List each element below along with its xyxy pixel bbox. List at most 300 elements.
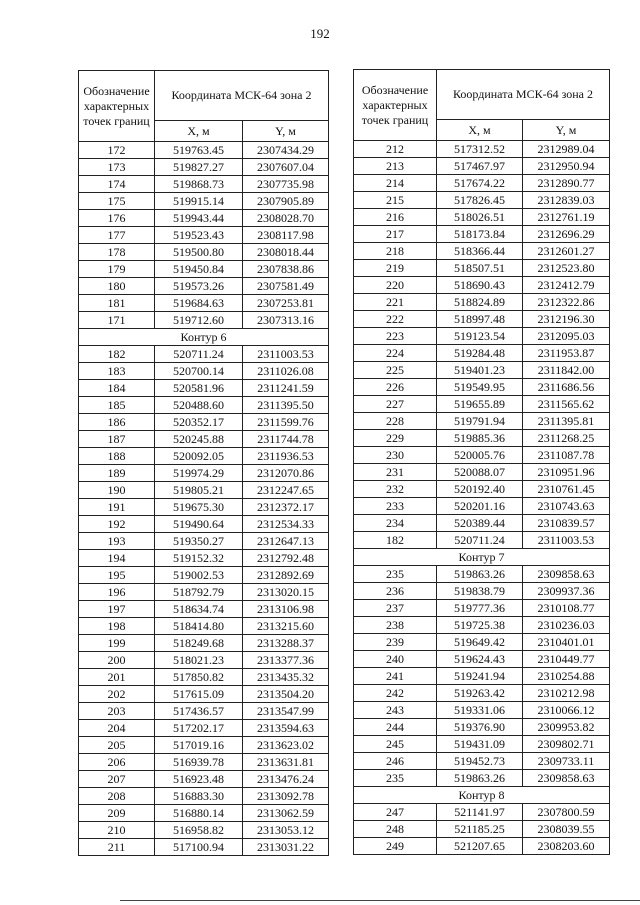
x-cell: 519675.30 xyxy=(155,499,243,516)
y-cell: 2312523.80 xyxy=(523,260,610,277)
point-cell: 224 xyxy=(354,345,437,362)
point-cell: 201 xyxy=(79,669,155,686)
page-number: 192 xyxy=(310,26,330,41)
y-cell: 2313594.63 xyxy=(243,720,329,737)
table-row xyxy=(79,448,329,465)
y-cell: 2312761.19 xyxy=(523,209,610,226)
y-cell: 2312696.29 xyxy=(523,226,610,243)
y-cell: 2312534.33 xyxy=(243,516,329,533)
y-cell: 2310401.01 xyxy=(523,634,610,651)
y-cell: 2307253.81 xyxy=(243,295,329,312)
section-row xyxy=(354,787,610,804)
x-cell: 518249.68 xyxy=(155,635,243,652)
point-cell: 213 xyxy=(354,158,437,175)
point-cell: 216 xyxy=(354,209,437,226)
table-row xyxy=(354,396,610,413)
x-cell: 519523.43 xyxy=(155,227,243,244)
header-y: Y, м xyxy=(243,120,329,141)
point-cell: 207 xyxy=(79,771,155,788)
table-row xyxy=(354,192,610,209)
point-cell: 182 xyxy=(79,346,155,363)
x-cell: 520201.16 xyxy=(437,498,523,515)
header-y: Y, м xyxy=(523,119,610,140)
x-cell: 519241.94 xyxy=(437,668,523,685)
table-row xyxy=(354,141,610,158)
y-cell: 2312989.04 xyxy=(523,141,610,158)
y-cell: 2313547.99 xyxy=(243,703,329,720)
point-cell: 204 xyxy=(79,720,155,737)
y-cell: 2311241.59 xyxy=(243,380,329,397)
point-cell: 180 xyxy=(79,278,155,295)
y-cell: 2312095.03 xyxy=(523,328,610,345)
point-cell: 223 xyxy=(354,328,437,345)
point-cell: 178 xyxy=(79,244,155,261)
point-cell: 171 xyxy=(79,312,155,329)
point-cell: 187 xyxy=(79,431,155,448)
table-row xyxy=(354,294,610,311)
point-cell: 232 xyxy=(354,481,437,498)
point-cell: 175 xyxy=(79,193,155,210)
table-row xyxy=(79,533,329,550)
table-row xyxy=(79,278,329,295)
table-row xyxy=(354,838,610,855)
table-row xyxy=(354,447,610,464)
point-cell: 227 xyxy=(354,396,437,413)
table-row xyxy=(354,736,610,753)
y-cell: 2307735.98 xyxy=(243,176,329,193)
point-cell: 200 xyxy=(79,652,155,669)
y-cell: 2308028.70 xyxy=(243,210,329,227)
header-coordinate: Координата МСК-64 зона 2 xyxy=(437,70,610,120)
header-x: X, м xyxy=(437,119,523,140)
y-cell: 2307313.16 xyxy=(243,312,329,329)
y-cell: 2310951.96 xyxy=(523,464,610,481)
point-cell: 225 xyxy=(354,362,437,379)
table-row xyxy=(79,652,329,669)
y-cell: 2313062.59 xyxy=(243,805,329,822)
table-row xyxy=(354,685,610,702)
y-cell: 2310066.12 xyxy=(523,702,610,719)
x-cell: 519791.94 xyxy=(437,413,523,430)
table-row xyxy=(354,668,610,685)
page-bottom-divider xyxy=(120,900,640,901)
x-cell: 519624.43 xyxy=(437,651,523,668)
point-cell: 211 xyxy=(79,839,155,856)
x-cell: 517100.94 xyxy=(155,839,243,856)
x-cell: 520245.88 xyxy=(155,431,243,448)
y-cell: 2310761.45 xyxy=(523,481,610,498)
y-cell: 2313435.32 xyxy=(243,669,329,686)
point-cell: 241 xyxy=(354,668,437,685)
x-cell: 520711.24 xyxy=(437,532,523,549)
x-cell: 519284.48 xyxy=(437,345,523,362)
table-row xyxy=(354,362,610,379)
table-row xyxy=(79,771,329,788)
x-cell: 518792.79 xyxy=(155,584,243,601)
table-row xyxy=(79,499,329,516)
y-cell: 2311953.87 xyxy=(523,345,610,362)
table-row xyxy=(354,753,610,770)
table-row xyxy=(354,532,610,549)
table-row xyxy=(354,481,610,498)
table-row xyxy=(354,464,610,481)
x-cell: 520088.07 xyxy=(437,464,523,481)
table-row xyxy=(79,363,329,380)
y-cell: 2313031.22 xyxy=(243,839,329,856)
point-cell: 184 xyxy=(79,380,155,397)
table-row xyxy=(79,805,329,822)
y-cell: 2311565.62 xyxy=(523,396,610,413)
point-cell: 189 xyxy=(79,465,155,482)
point-cell: 236 xyxy=(354,583,437,600)
table-row xyxy=(79,380,329,397)
point-cell: 197 xyxy=(79,601,155,618)
x-cell: 517436.57 xyxy=(155,703,243,720)
x-cell: 520581.96 xyxy=(155,380,243,397)
table-row xyxy=(79,822,329,839)
y-cell: 2308203.60 xyxy=(523,838,610,855)
y-cell: 2313092.78 xyxy=(243,788,329,805)
y-cell: 2313377.36 xyxy=(243,652,329,669)
point-cell: 212 xyxy=(354,141,437,158)
y-cell: 2312890.77 xyxy=(523,175,610,192)
table-row xyxy=(354,634,610,651)
table-row xyxy=(79,618,329,635)
table-row xyxy=(354,277,610,294)
table-row xyxy=(79,176,329,193)
y-cell: 2307838.86 xyxy=(243,261,329,278)
table-row xyxy=(354,651,610,668)
y-cell: 2313476.24 xyxy=(243,771,329,788)
table-row xyxy=(79,703,329,720)
point-cell: 238 xyxy=(354,617,437,634)
y-cell: 2310212.98 xyxy=(523,685,610,702)
section-title: Контур 8 xyxy=(354,787,610,804)
point-cell: 203 xyxy=(79,703,155,720)
section-row xyxy=(354,549,610,566)
x-cell: 519777.36 xyxy=(437,600,523,617)
point-cell: 209 xyxy=(79,805,155,822)
x-cell: 519002.53 xyxy=(155,567,243,584)
header-x: X, м xyxy=(155,120,243,141)
section-title: Контур 6 xyxy=(79,329,329,346)
x-cell: 519885.36 xyxy=(437,430,523,447)
point-cell: 186 xyxy=(79,414,155,431)
y-cell: 2309802.71 xyxy=(523,736,610,753)
point-cell: 245 xyxy=(354,736,437,753)
point-cell: 244 xyxy=(354,719,437,736)
point-cell: 233 xyxy=(354,498,437,515)
point-cell: 218 xyxy=(354,243,437,260)
table-row xyxy=(354,175,610,192)
y-cell: 2311395.50 xyxy=(243,397,329,414)
point-cell: 188 xyxy=(79,448,155,465)
point-cell: 226 xyxy=(354,379,437,396)
y-cell: 2313020.15 xyxy=(243,584,329,601)
y-cell: 2308117.98 xyxy=(243,227,329,244)
table-row xyxy=(79,584,329,601)
x-cell: 516883.30 xyxy=(155,788,243,805)
y-cell: 2311003.53 xyxy=(523,532,610,549)
point-cell: 246 xyxy=(354,753,437,770)
y-cell: 2311026.08 xyxy=(243,363,329,380)
y-cell: 2308018.44 xyxy=(243,244,329,261)
point-cell: 222 xyxy=(354,311,437,328)
header-point: Обозначение характерных точек границ xyxy=(79,71,155,142)
table-row xyxy=(79,567,329,584)
y-cell: 2313288.37 xyxy=(243,635,329,652)
x-cell: 519763.45 xyxy=(155,142,243,159)
x-cell: 518414.80 xyxy=(155,618,243,635)
y-cell: 2310236.03 xyxy=(523,617,610,634)
y-cell: 2311599.76 xyxy=(243,414,329,431)
point-cell: 215 xyxy=(354,192,437,209)
point-cell: 202 xyxy=(79,686,155,703)
x-cell: 517850.82 xyxy=(155,669,243,686)
x-cell: 520488.60 xyxy=(155,397,243,414)
point-cell: 182 xyxy=(354,532,437,549)
point-cell: 176 xyxy=(79,210,155,227)
x-cell: 519452.73 xyxy=(437,753,523,770)
header-coordinate: Координата МСК-64 зона 2 xyxy=(155,71,329,121)
y-cell: 2313215.60 xyxy=(243,618,329,635)
y-cell: 2307581.49 xyxy=(243,278,329,295)
y-cell: 2312950.94 xyxy=(523,158,610,175)
point-cell: 206 xyxy=(79,754,155,771)
x-cell: 518997.48 xyxy=(437,311,523,328)
y-cell: 2313053.12 xyxy=(243,822,329,839)
x-cell: 519655.89 xyxy=(437,396,523,413)
y-cell: 2312247.65 xyxy=(243,482,329,499)
x-cell: 519331.06 xyxy=(437,702,523,719)
table-row xyxy=(79,720,329,737)
table-row xyxy=(79,193,329,210)
y-cell: 2312322.86 xyxy=(523,294,610,311)
x-cell: 519684.63 xyxy=(155,295,243,312)
table-row xyxy=(79,431,329,448)
x-cell: 519943.44 xyxy=(155,210,243,227)
point-cell: 174 xyxy=(79,176,155,193)
x-cell: 521185.25 xyxy=(437,821,523,838)
table-row xyxy=(79,839,329,856)
x-cell: 516958.82 xyxy=(155,822,243,839)
point-cell: 234 xyxy=(354,515,437,532)
table-row xyxy=(354,379,610,396)
point-cell: 235 xyxy=(354,770,437,787)
point-cell: 220 xyxy=(354,277,437,294)
section-title: Контур 7 xyxy=(354,549,610,566)
table-row xyxy=(79,601,329,618)
point-cell: 205 xyxy=(79,737,155,754)
y-cell: 2312070.86 xyxy=(243,465,329,482)
y-cell: 2309858.63 xyxy=(523,770,610,787)
table-row xyxy=(354,702,610,719)
x-cell: 519490.64 xyxy=(155,516,243,533)
y-cell: 2309937.36 xyxy=(523,583,610,600)
x-cell: 520192.40 xyxy=(437,481,523,498)
x-cell: 519376.90 xyxy=(437,719,523,736)
x-cell: 519500.80 xyxy=(155,244,243,261)
coordinates-table-right xyxy=(353,69,610,855)
point-cell: 242 xyxy=(354,685,437,702)
x-cell: 517312.52 xyxy=(437,141,523,158)
x-cell: 519152.32 xyxy=(155,550,243,567)
point-cell: 229 xyxy=(354,430,437,447)
point-cell: 190 xyxy=(79,482,155,499)
y-cell: 2312601.27 xyxy=(523,243,610,260)
x-cell: 518690.43 xyxy=(437,277,523,294)
x-cell: 519401.23 xyxy=(437,362,523,379)
point-cell: 208 xyxy=(79,788,155,805)
table-row xyxy=(354,566,610,583)
point-cell: 240 xyxy=(354,651,437,668)
point-cell: 231 xyxy=(354,464,437,481)
table-row xyxy=(354,209,610,226)
y-cell: 2307434.29 xyxy=(243,142,329,159)
table-row xyxy=(354,260,610,277)
table-row xyxy=(354,345,610,362)
table-row xyxy=(354,413,610,430)
table-row xyxy=(79,550,329,567)
y-cell: 2313623.02 xyxy=(243,737,329,754)
table-row xyxy=(354,770,610,787)
y-cell: 2310743.63 xyxy=(523,498,610,515)
table-row xyxy=(354,600,610,617)
x-cell: 518173.84 xyxy=(437,226,523,243)
x-cell: 519549.95 xyxy=(437,379,523,396)
y-cell: 2309733.11 xyxy=(523,753,610,770)
y-cell: 2309953.82 xyxy=(523,719,610,736)
point-cell: 247 xyxy=(354,804,437,821)
table-row xyxy=(79,261,329,278)
point-cell: 230 xyxy=(354,447,437,464)
table-body xyxy=(354,141,610,855)
table-row xyxy=(79,210,329,227)
x-cell: 519838.79 xyxy=(437,583,523,600)
table-row xyxy=(354,617,610,634)
table-row xyxy=(79,686,329,703)
y-cell: 2313504.20 xyxy=(243,686,329,703)
x-cell: 519915.14 xyxy=(155,193,243,210)
point-cell: 210 xyxy=(79,822,155,839)
y-cell: 2311936.53 xyxy=(243,448,329,465)
point-cell: 177 xyxy=(79,227,155,244)
y-cell: 2311003.53 xyxy=(243,346,329,363)
table-row xyxy=(79,312,329,329)
point-cell: 191 xyxy=(79,499,155,516)
x-cell: 518507.51 xyxy=(437,260,523,277)
table-row xyxy=(79,737,329,754)
y-cell: 2312412.79 xyxy=(523,277,610,294)
y-cell: 2313631.81 xyxy=(243,754,329,771)
point-cell: 199 xyxy=(79,635,155,652)
x-cell: 520005.76 xyxy=(437,447,523,464)
x-cell: 519431.09 xyxy=(437,736,523,753)
x-cell: 519863.26 xyxy=(437,770,523,787)
y-cell: 2311744.78 xyxy=(243,431,329,448)
table-row xyxy=(354,583,610,600)
x-cell: 520700.14 xyxy=(155,363,243,380)
x-cell: 519827.27 xyxy=(155,159,243,176)
table-row xyxy=(79,465,329,482)
y-cell: 2311395.81 xyxy=(523,413,610,430)
point-cell: 243 xyxy=(354,702,437,719)
header-point: Обозначение характерных точек границ xyxy=(354,70,437,141)
y-cell: 2309858.63 xyxy=(523,566,610,583)
x-cell: 517019.16 xyxy=(155,737,243,754)
point-cell: 217 xyxy=(354,226,437,243)
table-row xyxy=(354,804,610,821)
point-cell: 237 xyxy=(354,600,437,617)
section-row xyxy=(79,329,329,346)
x-cell: 518824.89 xyxy=(437,294,523,311)
table-row xyxy=(79,788,329,805)
point-cell: 198 xyxy=(79,618,155,635)
x-cell: 520389.44 xyxy=(437,515,523,532)
y-cell: 2312647.13 xyxy=(243,533,329,550)
y-cell: 2312372.17 xyxy=(243,499,329,516)
point-cell: 179 xyxy=(79,261,155,278)
table-row xyxy=(354,226,610,243)
x-cell: 520711.24 xyxy=(155,346,243,363)
point-cell: 192 xyxy=(79,516,155,533)
y-cell: 2310254.88 xyxy=(523,668,610,685)
point-cell: 181 xyxy=(79,295,155,312)
point-cell: 235 xyxy=(354,566,437,583)
x-cell: 516923.48 xyxy=(155,771,243,788)
point-cell: 196 xyxy=(79,584,155,601)
table-row xyxy=(79,244,329,261)
y-cell: 2312792.48 xyxy=(243,550,329,567)
y-cell: 2312839.03 xyxy=(523,192,610,209)
x-cell: 519123.54 xyxy=(437,328,523,345)
x-cell: 519573.26 xyxy=(155,278,243,295)
point-cell: 194 xyxy=(79,550,155,567)
table-row xyxy=(354,243,610,260)
x-cell: 518026.51 xyxy=(437,209,523,226)
x-cell: 518366.44 xyxy=(437,243,523,260)
point-cell: 248 xyxy=(354,821,437,838)
table-row xyxy=(354,515,610,532)
x-cell: 519805.21 xyxy=(155,482,243,499)
coordinates-table-left xyxy=(78,70,329,856)
y-cell: 2311686.56 xyxy=(523,379,610,396)
y-cell: 2307607.04 xyxy=(243,159,329,176)
table-row xyxy=(79,159,329,176)
x-cell: 519450.84 xyxy=(155,261,243,278)
x-cell: 516939.78 xyxy=(155,754,243,771)
table-row xyxy=(354,719,610,736)
point-cell: 173 xyxy=(79,159,155,176)
table-row xyxy=(79,635,329,652)
table-row xyxy=(79,346,329,363)
y-cell: 2311842.00 xyxy=(523,362,610,379)
table-row xyxy=(79,227,329,244)
table-row xyxy=(79,669,329,686)
y-cell: 2311268.25 xyxy=(523,430,610,447)
y-cell: 2307905.89 xyxy=(243,193,329,210)
point-cell: 228 xyxy=(354,413,437,430)
point-cell: 249 xyxy=(354,838,437,855)
table-row xyxy=(79,142,329,159)
y-cell: 2311087.78 xyxy=(523,447,610,464)
x-cell: 517615.09 xyxy=(155,686,243,703)
x-cell: 517826.45 xyxy=(437,192,523,209)
table-row xyxy=(354,430,610,447)
x-cell: 517674.22 xyxy=(437,175,523,192)
x-cell: 518021.23 xyxy=(155,652,243,669)
table-row xyxy=(354,311,610,328)
